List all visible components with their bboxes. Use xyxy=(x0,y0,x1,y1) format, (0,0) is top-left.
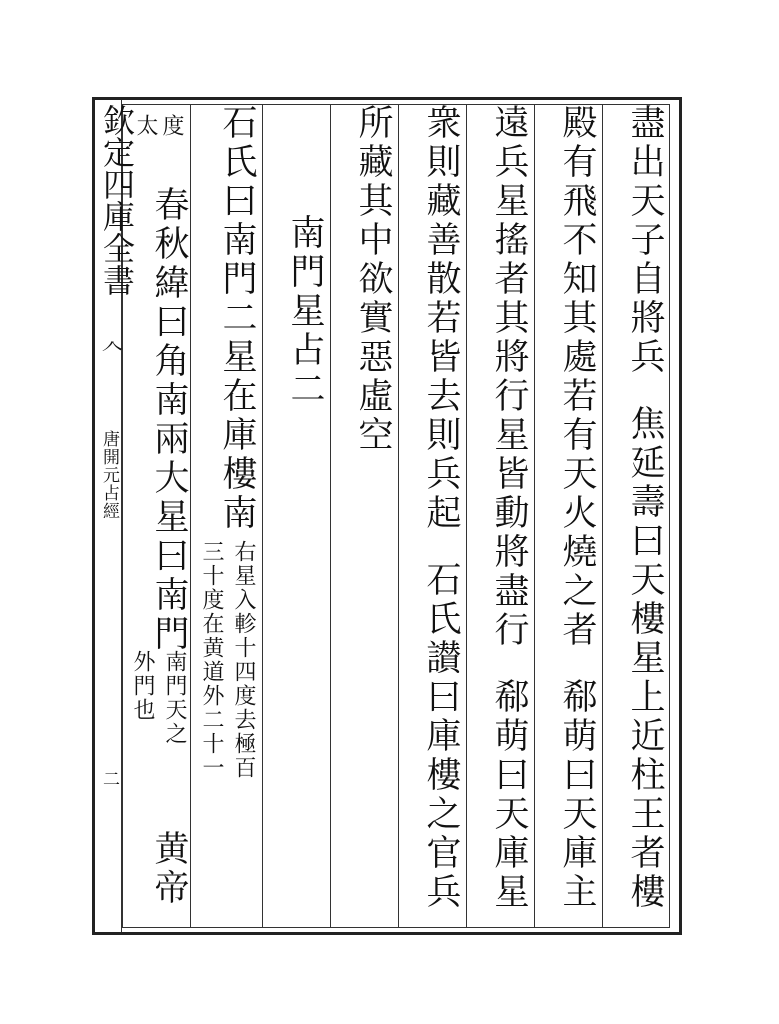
text-column-5 xyxy=(340,104,393,924)
annotation-line-a: 右星入軫十四度去極百 xyxy=(231,540,256,780)
column-divider xyxy=(262,104,263,928)
text-column-3 xyxy=(476,104,529,924)
margin-book-title: 欽定四庫全書 xyxy=(98,104,136,296)
column-divider xyxy=(330,104,331,928)
annotation-top-b: 太 xyxy=(133,114,158,138)
text-column-2 xyxy=(544,104,597,924)
column-note-text: 郗萌曰天庫主 xyxy=(557,678,597,912)
column-main-text: 盡出天子自將兵 xyxy=(625,104,665,377)
text-column-7: 石氏曰南門二星在庫樓南 xyxy=(217,104,257,533)
column-divider xyxy=(398,104,399,928)
section-heading: 南門星占二 xyxy=(285,214,325,409)
text-column-8: 春秋緯曰角南兩大星曰南門 xyxy=(149,186,189,654)
annotation-line-b: 外門也 xyxy=(130,650,155,722)
margin-fish-tail: 𠆢 xyxy=(98,336,123,358)
annotation-top-a: 度 xyxy=(159,114,184,138)
column-divider xyxy=(466,104,467,928)
margin-volume-title: 唐開元占經 xyxy=(99,430,119,520)
column-note-text: 石氏讃曰庫樓之官兵 xyxy=(421,561,461,912)
column-note-text: 焦延壽曰天樓星上近柱王者樓 xyxy=(625,405,665,912)
column-divider xyxy=(602,104,603,928)
text-column-4 xyxy=(408,104,461,924)
annotation-line-a: 南門天之 xyxy=(162,650,187,746)
text-column-1 xyxy=(612,104,665,924)
column-main-text: 衆則藏善散若皆去則兵起 xyxy=(421,104,461,533)
column-main-text: 所藏其中欲實惡虛空 xyxy=(353,104,393,455)
column-note-text: 黄帝 xyxy=(149,830,189,908)
annotation-line-b: 三十度在黄道外二十一 xyxy=(199,540,224,780)
column-divider xyxy=(534,104,535,928)
margin-leaf-number: 二 xyxy=(99,770,119,788)
column-main-text: 遠兵星搖者其將行星皆動將盡行 xyxy=(489,104,529,650)
column-divider xyxy=(190,104,191,928)
column-main-text: 殿有飛不知其處若有天火燒之者 xyxy=(557,104,597,650)
column-note-text: 郗萌曰天庫星 xyxy=(489,678,529,912)
